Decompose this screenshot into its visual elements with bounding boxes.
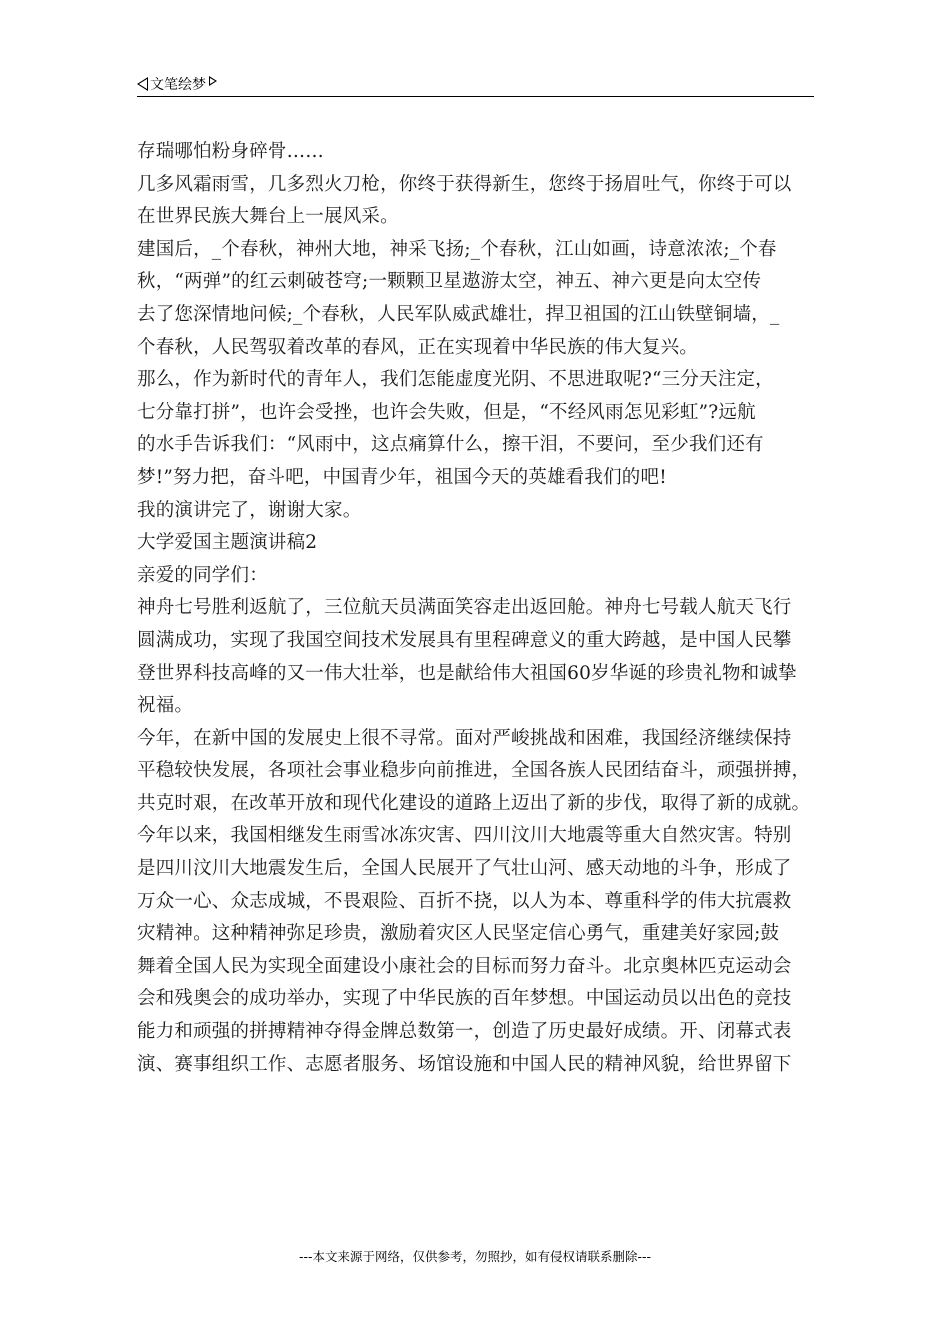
text-line: 今年，在新中国的发展史上很不寻常。面对严峻挑战和困难，我国经济继续保持 [137,727,792,749]
text-line: 存瑞哪怕粉身碎骨…… [137,141,325,162]
page-footer: ---本文来源于网络，仅供参考，勿照抄，如有侵权请联系删除--- [298,1249,652,1264]
text-line: 祝福。 [137,695,194,717]
text-line: 个春秋，人民驾驭着改革的春风，正在实现着中华民族的伟大复兴。 [137,336,699,358]
text-line: 建国后，_个春秋，神州大地，神采飞扬;_个春秋，江山如画，诗意浓浓;_个春 [137,238,777,260]
text-line: 那么，作为新时代的青年人，我们怎能虚度光阴、不思进取呢?“三分天注定， [137,369,774,391]
page-header [137,74,814,98]
text-line: 灾精神。这种精神弥足珍贵，激励着灾区人民坚定信心勇气，重建美好家园;鼓 [137,923,780,945]
salutation: 亲爱的同学们： [137,564,268,586]
text-line: 会和残奥会的成功举办，实现了中华民族的百年梦想。中国运动员以出色的竞技 [137,988,792,1010]
text-line: 在世界民族大舞台上一展风采。 [137,206,399,228]
header-title: 文笔绘梦 [150,77,206,93]
text-line: 演、赛事组织工作、志愿者服务、场馆设施和中国人民的精神风貌，给世界留下 [137,1053,792,1075]
text-line: 圆满成功，实现了我国空间技术发展具有里程碑意义的重大跨越，是中国人民攀 [137,629,792,651]
text-line: 七分靠打拼”，也许会受挫，也许会失败，但是，“不经风雨怎见彩虹”?远航 [137,401,756,423]
triangle-left-icon [137,77,148,91]
text-line: 秋，“两弹”的红云刺破苍穹;一颗颗卫星遨游太空，神五、神六更是向太空传 [137,271,762,293]
text-line: 登世界科技高峰的又一伟大壮举，也是献给伟大祖国60岁华诞的珍贵礼物和诚挚 [137,662,797,684]
section-title: 大学爱国主题演讲稿2 [137,532,318,554]
document-body [137,136,817,1081]
text-line: 神舟七号胜利返航了，三位航天员满面笑容走出返回舱。神舟七号载人航天飞行 [137,597,792,619]
text-line: 去了您深情地问候;_个春秋，人民军队威武雄壮，捍卫祖国的江山铁壁铜墙，_ [137,303,780,325]
triangle-right-icon [209,76,217,86]
text-line: 共克时艰，在改革开放和现代化建设的道路上迈出了新的步伐，取得了新的成就。 [137,792,811,814]
text-line: 是四川汶川大地震发生后，全国人民展开了气壮山河、感天动地的斗争，形成了 [137,858,792,880]
text-line: 平稳较快发展，各项社会事业稳步向前推进，全国各族人民团结奋斗，顽强拼搏， [137,760,811,782]
text-line: 我的演讲完了，谢谢大家。 [137,499,362,521]
text-line: 几多风霜雨雪，几多烈火刀枪，你终于获得新生，您终于扬眉吐气，你终于可以 [137,173,792,195]
text-line: 能力和顽强的拼搏精神夺得金牌总数第一，创造了历史最好成绩。开、闭幕式表 [137,1021,792,1043]
text-line: 梦!”努力把，奋斗吧，中国青少年，祖国今天的英雄看我们的吧! [137,466,667,488]
header-logo [137,74,217,94]
text-line: 舞着全国人民为实现全面建设小康社会的目标而努力奋斗。北京奥林匹克运动会 [137,955,792,977]
text-line: 的水手告诉我们：“风雨中，这点痛算什么，擦干泪，不要问，至少我们还有 [137,434,764,456]
header-divider [137,96,814,97]
text-line: 万众一心、众志成城，不畏艰险、百折不挠，以人为本、尊重科学的伟大抗震救 [137,890,792,912]
text-line: 今年以来，我国相继发生雨雪冰冻灾害、四川汶川大地震等重大自然灾害。特别 [137,825,792,847]
